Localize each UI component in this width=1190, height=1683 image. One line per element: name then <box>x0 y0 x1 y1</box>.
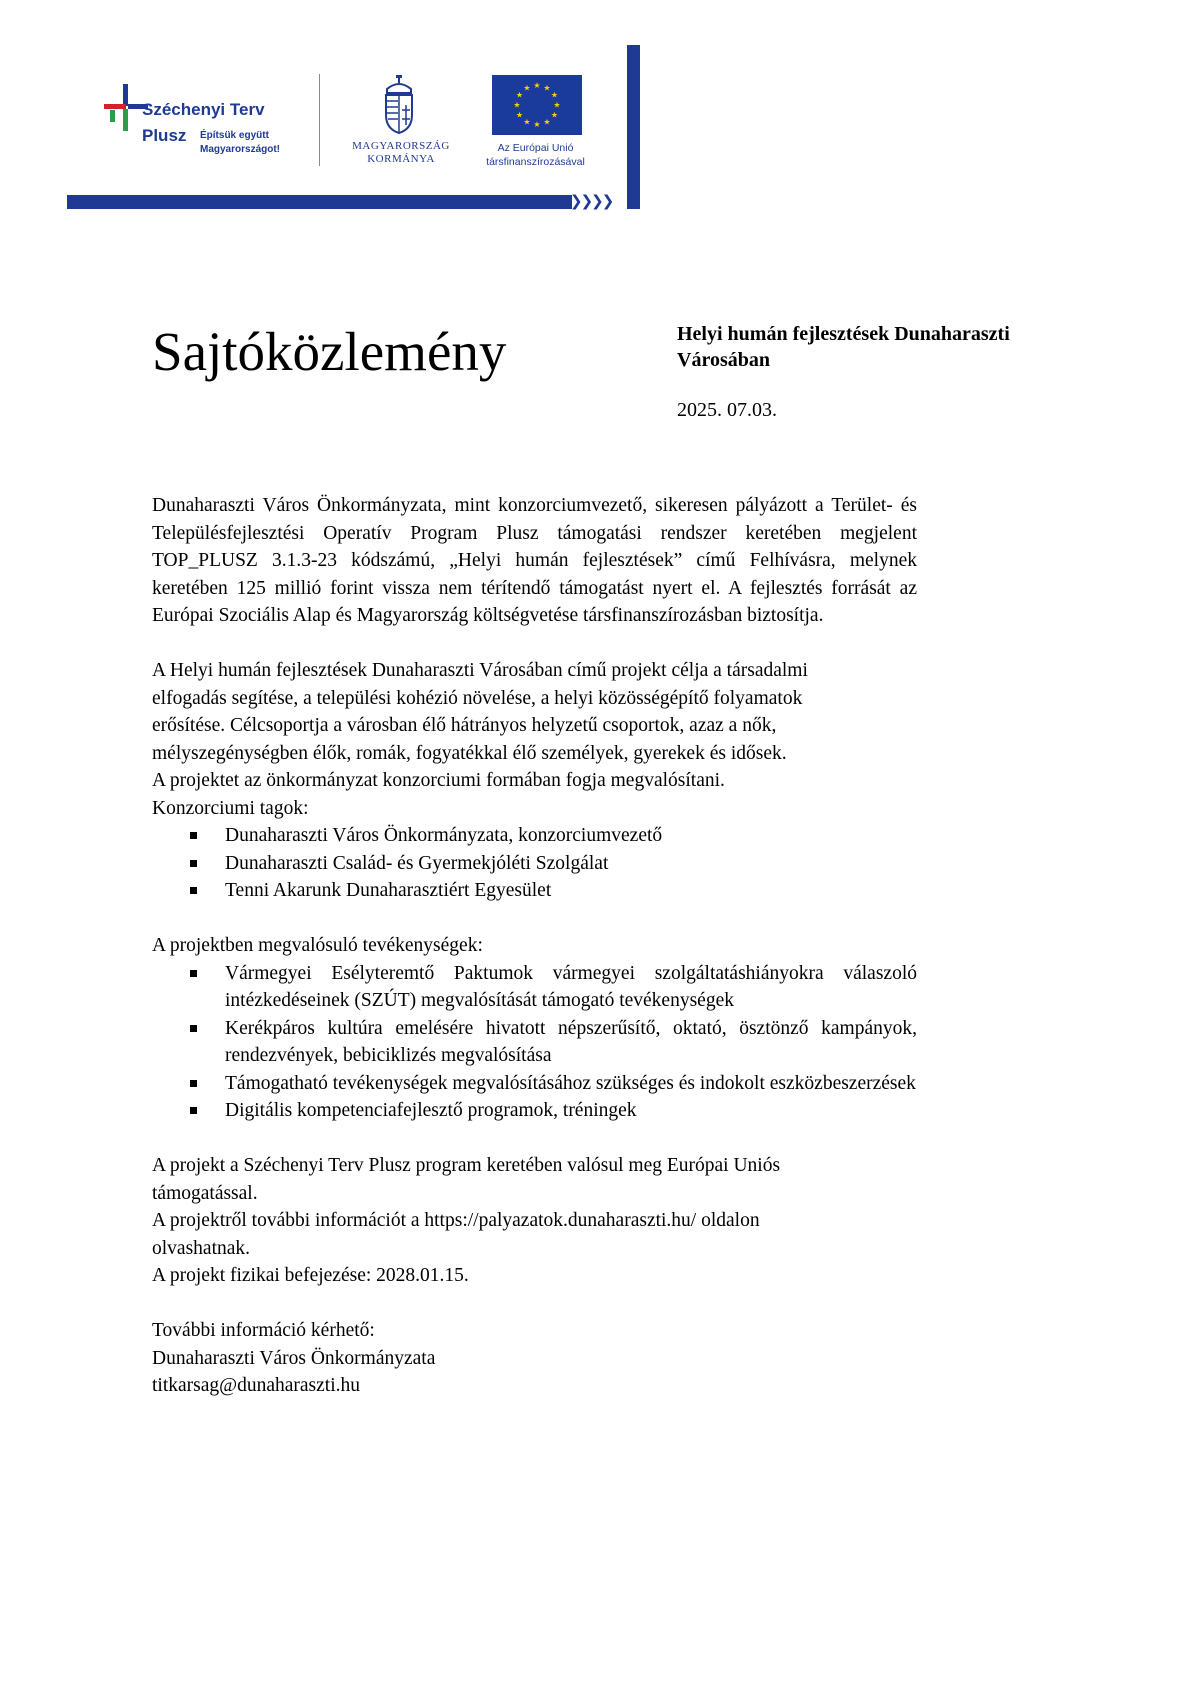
completion-date-line: A projekt fizikai befejezése: 2028.01.15. <box>152 1265 469 1286</box>
activities-heading: A projektben megvalósuló tevékenységek: <box>152 935 483 956</box>
svg-text:★: ★ <box>553 100 561 110</box>
svg-text:★: ★ <box>515 90 524 100</box>
goal-line: A Helyi humán fejlesztések Dunaharaszti Városában című projekt célja a társadalmi <box>152 660 808 681</box>
goal-line: mélyszegénységben élők, romák, fogyatékkal élő személyek, gyerekek és idősek. <box>152 742 787 764</box>
list-item: Vármegyei Esélyteremtő Paktumok vármegyei szolgáltatáshiányokra válaszoló intézkedéseinek (SZÚT) megvalósítását támogató tevékenységek <box>152 960 917 1015</box>
svg-text:★: ★ <box>523 117 531 127</box>
goal-line: A projektet az önkormányzat konzorciumi formában fogja megvalósítani. <box>152 770 725 791</box>
closing-line: A projektről további információt a https://palyazatok.dunaharaszti.hu/ oldalon <box>152 1210 760 1231</box>
goal-line: erősítése. Célcsoportja a városban élő hátrányos helyzetű csoportok, azaz a nők, <box>152 715 777 736</box>
banner-bottom-bar <box>67 195 572 209</box>
szechenyi-tagline-line-2: Magyarországot! <box>200 144 281 155</box>
banner-side-bar <box>627 45 640 209</box>
svg-text:★: ★ <box>533 81 541 90</box>
list-item: Támogatható tevékenységek megvalósításához szükséges és indokolt eszközbeszerzések <box>152 1070 917 1098</box>
logo-divider <box>319 74 320 166</box>
chevron-right-icon: ❯❯❯❯ <box>570 193 613 210</box>
intro-paragraph: Dunaharaszti Város Önkormányzata, mint konzorciumvezető, sikeresen pályázott a Terület- és Településfejlesztési Operatív Program Plusz támogatási rendszer keretében megjelent TOP_PLUSZ 3.1.3-23 kódszámú, „Helyi humán fejlesztések” című Felhívásra, melynek keretében 125 millió forint vissza nem térítendő támogatást nyert el. A fejlesztés forrását az Európai Szociális Alap és Magyarország költségvetése társfinanszírozásban biztosítja. <box>152 495 917 626</box>
release-date: 2025. 07.03. <box>677 399 777 421</box>
svg-text:★: ★ <box>515 110 524 120</box>
contact-organization: Dunaharaszti Város Önkormányzata <box>152 1347 436 1369</box>
goal-line: elfogadás segítése, a települési kohézió növelése, a helyi közösségépítő folyamatok <box>152 687 803 709</box>
hungarian-coat-of-arms-icon <box>382 75 416 135</box>
list-item: Tenni Akarunk Dunaharasztiért Egyesület <box>152 877 917 905</box>
government-label <box>340 140 462 166</box>
szechenyi-plus: Plusz <box>142 126 187 145</box>
press-release-body <box>152 492 917 1400</box>
svg-text:★: ★ <box>550 90 559 100</box>
svg-text:★: ★ <box>543 83 551 93</box>
government-label-line-2: KORMÁNYA <box>367 153 435 165</box>
government-label-line-1: MAGYARORSZÁG <box>352 140 450 152</box>
list-item: Kerékpáros kultúra emelésére hivatott népszerűsítő, oktató, ösztönző kampányok, rendezvények, bebiciklizés megvalósítása <box>152 1015 917 1070</box>
eu-cofinance-label <box>468 141 603 169</box>
contact-heading: További információ kérhető: <box>152 1320 375 1341</box>
header-banner <box>0 0 1190 215</box>
closing-line: A projekt a Széchenyi Terv Plusz program keretében valósul meg Európai Uniós <box>152 1155 781 1176</box>
list-item: Digitális kompetenciafejlesztő programok, tréningek <box>152 1097 917 1125</box>
eu-cofinance-line-2: társfinanszírozásával <box>486 156 585 168</box>
consortium-heading: Konzorciumi tagok: <box>152 797 309 819</box>
consortium-members-list <box>152 822 917 905</box>
list-item: Dunaharaszti Család- és Gyermekjóléti Szolgálat <box>152 850 917 878</box>
activities-list <box>152 960 917 1125</box>
subject-line-1: Helyi humán fejlesztések Dunaharaszti <box>677 323 1010 345</box>
szechenyi-tagline <box>200 129 310 157</box>
szechenyi-title: Széchenyi Terv <box>142 100 265 119</box>
eu-flag-icon <box>492 75 582 135</box>
svg-text:★: ★ <box>543 117 551 127</box>
szechenyi-tagline-line-1: Építsük együtt <box>200 130 269 141</box>
svg-text:★: ★ <box>550 110 559 120</box>
svg-text:★: ★ <box>523 83 531 93</box>
subject-line <box>677 321 1057 373</box>
subject-line-2: Városában <box>677 349 770 371</box>
closing-line: támogatással. <box>152 1182 258 1204</box>
closing-line: olvashatnak. <box>152 1237 251 1259</box>
document-title: Sajtóközlemény <box>152 321 507 382</box>
list-item: Dunaharaszti Város Önkormányzata, konzorciumvezető <box>152 822 917 850</box>
svg-text:★: ★ <box>513 100 521 110</box>
contact-email: titkarsag@dunaharaszti.hu <box>152 1375 361 1396</box>
svg-text:★: ★ <box>533 120 541 129</box>
eu-cofinance-line-1: Az Európai Unió <box>497 142 574 154</box>
